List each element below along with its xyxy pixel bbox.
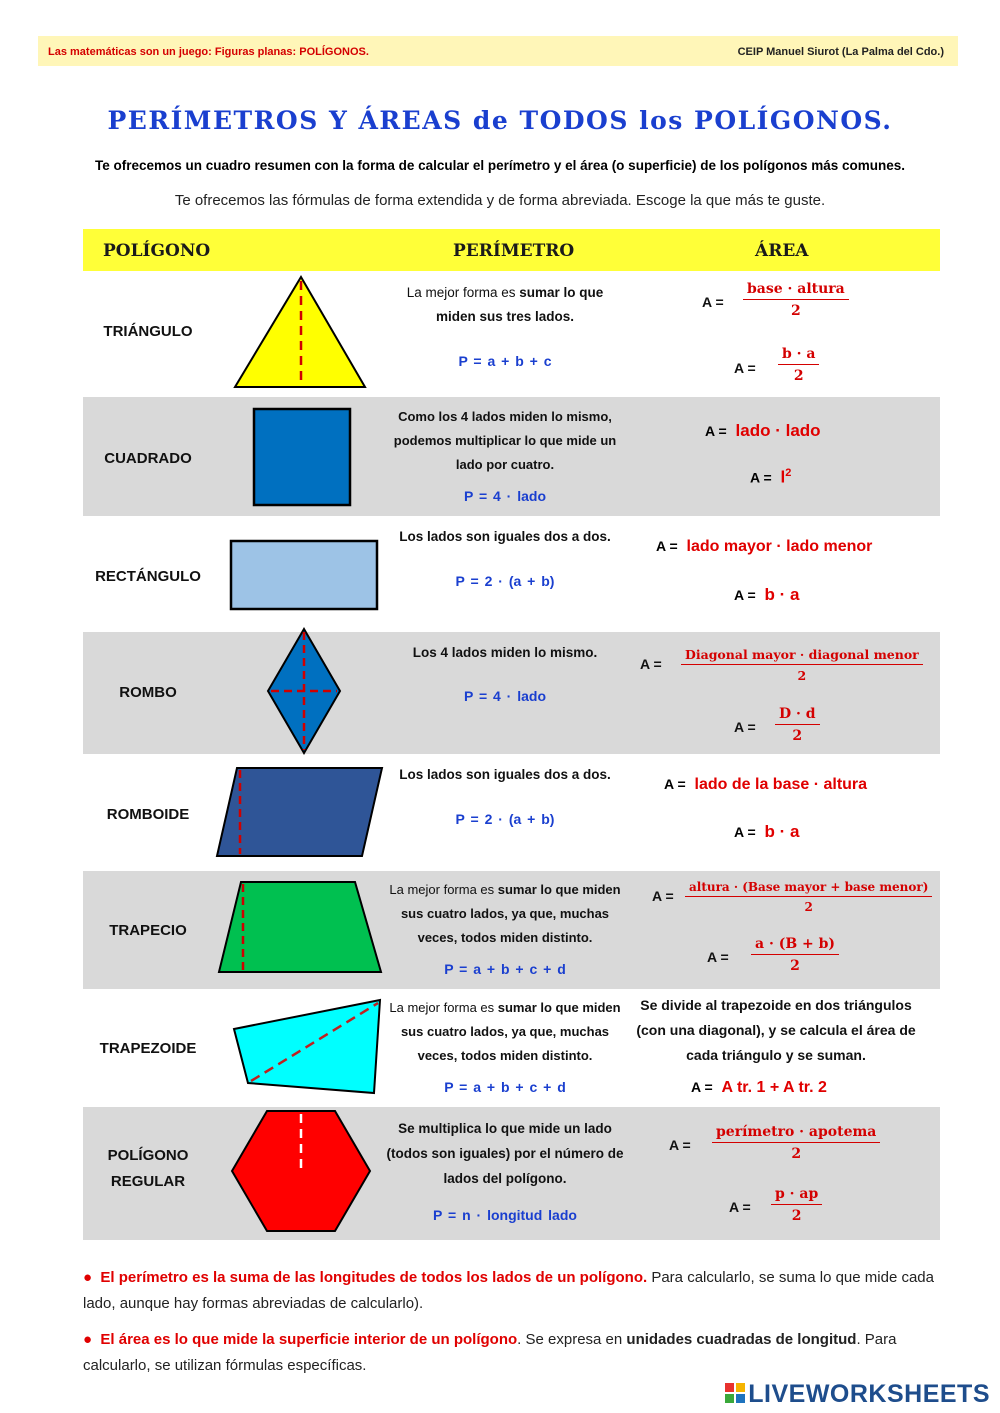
polygon-name: POLÍGONO REGULAR: [107, 1147, 189, 1190]
perimeter-formula: P = 4 · lado: [463, 488, 547, 504]
table-row-rectangulo: [83, 516, 940, 632]
perimeter-text: Los 4 lados miden lo mismo.: [412, 645, 598, 660]
area-formula-extended: A = lado de la base · altura: [664, 776, 868, 793]
area-label: A =: [734, 360, 756, 376]
rhombus-icon: [266, 626, 342, 756]
perimeter-formula: P = 2 · (a + b): [455, 573, 555, 589]
intro-line-2: Te ofrecemos las fórmulas de forma extendida y de forma abreviada. Escoge la que más te guste.: [174, 192, 826, 209]
rhomboid-icon: [215, 765, 385, 859]
header-polygon: POLÍGONO: [103, 241, 211, 261]
note-perimeter: ● El perímetro es la suma de las longitudes de todos los lados de un polígono. Para calcularlo, se suma lo que mide cada lado, aunque hay formas abreviadas de calcularlo).: [83, 1269, 934, 1312]
perimeter-formula: P = 4 · lado: [463, 688, 547, 704]
table-row-cuadrado: [83, 397, 940, 516]
perimeter-formula: P = n · longitud lado: [433, 1207, 577, 1223]
area-formula-short: $A = l^2$: [750, 467, 792, 487]
perimeter-text: La mejor forma es sumar lo que miden sus tres lados.: [406, 285, 604, 324]
table-row-triangulo: [83, 271, 940, 397]
page-title: PERÍMETROS Y ÁREAS de TODOS los POLÍGONOS.: [107, 106, 893, 135]
area-formula-short: $\frac{b \cdot a}{2}$: [778, 346, 819, 384]
area-formula-extended: A = A tr. 1 + A tr. 2: [691, 1079, 827, 1096]
perimeter-text: La mejor forma es sumar lo que miden sus cuatro lados, ya que, muchas veces, todos miden distinto.: [389, 1000, 621, 1063]
area-formula-extended: A = lado · lado: [705, 421, 821, 440]
triangle-icon: [233, 273, 369, 391]
header-perimeter: PERÍMETRO: [453, 241, 575, 261]
area-formula-extended: altura · (Base mayor + base menor) 2: [685, 880, 932, 914]
polygon-name: RECTÁNGULO: [95, 568, 201, 585]
intro-line-1: Te ofrecemos un cuadro resumen con la forma de calcular el perímetro y el área (o superficie) de los polígonos más comunes.: [95, 158, 905, 173]
area-label: A =: [702, 294, 724, 310]
area-label: A =: [669, 1137, 691, 1153]
liveworksheets-logo: LIVEWORKSHEETS: [724, 1380, 990, 1409]
trapezoid-icon: [216, 878, 384, 976]
polygon-name: TRAPEZOIDE: [99, 1040, 197, 1057]
area-label: A =: [729, 1199, 751, 1215]
area-label: A =: [640, 656, 662, 672]
perimeter-text: La mejor forma es sumar lo que miden sus cuatro lados, ya que, muchas veces, todos miden distinto.: [389, 882, 621, 945]
header-school: CEIP Manuel Siurot (La Palma del Cdo.): [737, 46, 944, 58]
area-label: A =: [652, 888, 674, 904]
perimeter-text: Los lados son iguales dos a dos.: [399, 529, 611, 544]
polygon-name: TRAPECIO: [109, 922, 187, 939]
area-label: A =: [734, 719, 756, 735]
polygon-name: ROMBO: [119, 684, 177, 701]
perimeter-text: Los lados son iguales dos a dos.: [399, 767, 611, 782]
trapezoide-icon: [231, 997, 383, 1097]
area-formula-extended: A = lado mayor · lado menor: [656, 538, 873, 555]
perimeter-text: Se multiplica lo que mide un lado (todos son iguales) por el número de lados del polígono.: [386, 1121, 624, 1186]
perimeter-text: Como los 4 lados miden lo mismo, podemos multiplicar lo que mide un lado por cuatro.: [393, 409, 617, 472]
polygon-name: ROMBOIDE: [106, 806, 190, 823]
table-row-romboide: [83, 754, 940, 871]
hexagon-icon: [229, 1108, 373, 1234]
rectangle-icon: [228, 538, 380, 612]
perimeter-formula: P = 2 · (a + b): [455, 811, 555, 827]
polygon-name: TRIÁNGULO: [103, 323, 193, 340]
table-row-trapezoide: [83, 989, 940, 1107]
area-formula-short: A = b · a: [734, 822, 800, 841]
area-formula-short: A = b · a: [734, 585, 800, 604]
area-explanation: Se divide al trapezoide en dos triángulos (con una diagonal), y se calcula el área de cada triángulo y se suman.: [636, 997, 916, 1063]
area-formula-extended: Diagonal mayor · diagonal menor 2: [681, 647, 923, 683]
area-formula-short: $\frac{p \cdot ap}{2}$: [771, 1186, 822, 1224]
table-row-trapecio: [83, 871, 940, 989]
area-formula-short: $\frac{a \cdot (B + b)}{2}$: [751, 936, 839, 974]
square-icon: [251, 406, 353, 508]
note-area: ● El área es lo que mide la superficie interior de un polígono. Se expresa en unidades cuadradas de longitud. Para calcularlo, se utilizan fórmulas específicas.: [83, 1331, 897, 1374]
liveworksheets-logo-icon: [724, 1382, 746, 1404]
area-formula-short: $\frac{D \cdot d}{2}$: [775, 706, 820, 744]
header-area: ÁREA: [755, 241, 809, 261]
area-formula-extended: base · altura 2: [743, 281, 849, 319]
polygon-name: CUADRADO: [104, 450, 192, 467]
area-formula-extended: perímetro · apotema 2: [712, 1124, 880, 1162]
table-row-rombo: [83, 632, 940, 754]
table-row-regular: [83, 1107, 940, 1240]
perimeter-formula: P = a + b + c + d: [444, 961, 566, 977]
header-subject: Las matemáticas son un juego: Figuras planas: POLÍGONOS.: [48, 46, 369, 58]
perimeter-formula: P = a + b + c: [458, 353, 552, 369]
area-label: A =: [707, 949, 729, 965]
perimeter-formula: P = a + b + c + d: [444, 1079, 566, 1095]
